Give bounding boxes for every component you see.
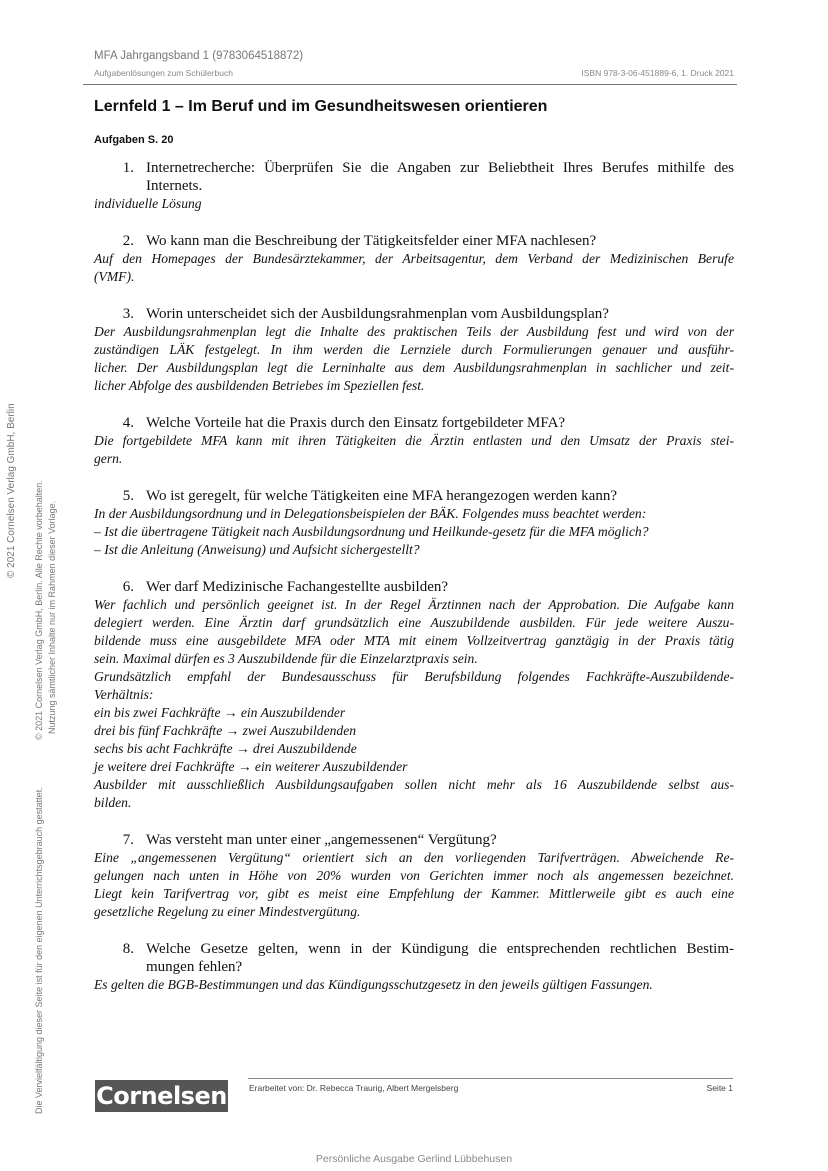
question — [94, 159, 734, 195]
isbn: ISBN 978-3-06-451889-6, 1. Druck 2021 — [581, 68, 734, 78]
answer — [94, 505, 734, 559]
answer-line: Die fortgebildete MFA kann mit ihren Tätigkeiten die Ärztin entlasten und den Umsatz der Praxis stei- — [94, 433, 734, 448]
question-text-line: Was versteht man unter einer „angemessenen“ Vergütung? — [146, 832, 497, 848]
answer — [94, 195, 734, 213]
questions-list — [94, 159, 734, 994]
question-text-line: Welche Vorteile hat die Praxis durch den Einsatz fortgebildeter MFA? — [146, 415, 566, 431]
page-number: Seite 1 — [706, 1083, 733, 1093]
question-text-line: Wo kann man die Beschreibung der Tätigkeitsfelder einer MFA nachlesen? — [146, 233, 597, 249]
question-number: 5. — [122, 488, 134, 504]
answer-line: Verhältnis: — [94, 687, 154, 702]
answer-line: Auf den Homepages der Bundesärztekammer, der Arbeitsagentur, dem Verband der Medizinischen Berufe — [94, 251, 734, 266]
answer — [94, 976, 734, 994]
answer-line: Grundsätzlich empfahl der Bundesausschuss für Berufsbildung folgendes Fachkräfte-Auszubildende- — [94, 669, 734, 684]
answer-line: (VMF). — [94, 269, 135, 284]
answer-line: gelungen nach unten in Höhe von 20% wurden von Gerichten immer noch als angemessen bezeichnet. — [94, 868, 734, 883]
question — [94, 414, 734, 432]
answer-line: In der Ausbildungsordnung und in Delegationsbeispielen der BÄK. Folgendes muss beachtet werden: — [94, 506, 647, 521]
answer-line: ein bis zwei Fachkräfte → ein Auszubildender — [94, 705, 346, 720]
section-heading: Aufgaben S. 20 — [94, 134, 174, 146]
answer-line: Liegt kein Tarifvertrag vor, gibt es meist eine Empfehlung der Kammer. Mittlerweile gibt es auch eine — [94, 886, 734, 901]
question-number: 3. — [122, 306, 134, 322]
question — [94, 831, 734, 849]
answer — [94, 432, 734, 468]
answer-line: sein. Maximal dürfen es 3 Auszubildende für die Einzelarztpraxis sein. — [94, 651, 478, 666]
page-title: Lernfeld 1 – Im Beruf und im Gesundheitswesen orientieren — [94, 98, 548, 115]
question-text-line: Internetrecherche: Überprüfen Sie die Angaben zur Beliebtheit Ihres Berufes mithilfe des — [146, 160, 734, 176]
question-number: 6. — [122, 579, 134, 595]
answer — [94, 250, 734, 286]
question — [94, 232, 734, 250]
question-number: 2. — [122, 233, 134, 249]
book-subtitle: Aufgabenlösungen zum Schülerbuch — [94, 68, 233, 78]
book-title: MFA Jahrgangsband 1 (9783064518872) — [94, 50, 304, 62]
answer-line: Eine „angemessenen Vergütung“ orientiert sich an den vorliegenden Tarifverträgen. Abweichende Re- — [94, 850, 734, 865]
side-usage-restriction: Nutzung sämtlicher Inhalte nur im Rahmen dieser Vorlage. — [47, 500, 57, 734]
question — [94, 305, 734, 323]
answer-line: delegiert werden. Eine Ärztin darf grundsätzlich eine Auszubildende ausbilden. Für jede weitere Auszu- — [94, 615, 734, 630]
side-copyright: © 2021 Cornelsen Verlag GmbH, Berlin — [6, 403, 17, 578]
question-text-line: Welche Gesetze gelten, wenn in der Kündigung die entsprechenden rechtlichen Bestim- — [146, 941, 734, 957]
footer-authors: Erarbeitet von: Dr. Rebecca Traurig, Albert Mergelsberg — [249, 1083, 459, 1093]
answer-line: Wer fachlich und persönlich geeignet ist. In der Regel Ärztinnen nach der Approbation. Die Aufgabe kann — [94, 597, 734, 612]
question-text-line: Worin unterscheidet sich der Ausbildungsrahmenplan vom Ausbildungsplan? — [146, 306, 609, 322]
question-text-line: Wo ist geregelt, für welche Tätigkeiten eine MFA herangezogen werden kann? — [146, 488, 617, 504]
answer-line: Ausbilder mit ausschließlich Ausbildungsaufgaben sollen nicht mehr als 16 Auszubildende selbst aus- — [94, 777, 734, 792]
answer-line: je weitere drei Fachkräfte → ein weiterer Auszubildender — [94, 759, 408, 774]
question-text-line: Internets. — [146, 178, 203, 194]
cornelsen-logo: Cornelsen — [96, 1082, 227, 1110]
answer-line: sechs bis acht Fachkräfte → drei Auszubildende — [94, 741, 357, 756]
answer — [94, 596, 734, 812]
question-text-line: Wer darf Medizinische Fachangestellte ausbilden? — [146, 579, 449, 595]
header-rule — [83, 84, 737, 85]
answer-line: licher Abfolge des ausbildenden Betriebes im Speziellen fest. — [94, 378, 425, 393]
question — [94, 940, 734, 976]
question-text-line: mungen fehlen? — [146, 959, 243, 975]
answer-line: bilden. — [94, 795, 132, 810]
answer-line: Der Ausbildungsrahmenplan legt die Inhalte des praktischen Teils der Ausbildung fest und wird von der — [94, 324, 734, 339]
side-usage-note: Die Vervielfältigung dieser Seite ist für den eigenen Unterrichtsgebrauch gestattet. — [34, 787, 44, 1114]
answer-line: – Ist die übertragene Tätigkeit nach Ausbildungsordnung und Heilkunde-gesetz für die MFA möglich? — [94, 524, 649, 539]
answer-line: licher. Der Ausbildungsplan legt die Lerninhalte aus dem Ausbildungsrahmenplan in sachlicher und zeit- — [94, 360, 734, 375]
question-number: 8. — [122, 941, 134, 957]
question-number: 4. — [122, 415, 134, 431]
question-number: 1. — [122, 160, 134, 176]
answer-line: – Ist die Anleitung (Anweisung) und Aufsicht sichergestellt? — [94, 542, 420, 557]
answer-line: Es gelten die BGB-Bestimmungen und das Kündigungsschutzgesetz in den jeweils gültigen Fassungen. — [94, 977, 653, 992]
side-copyright-rights: © 2021 Cornelsen Verlag GmbH, Berlin. Alle Rechte vorbehalten. — [34, 480, 44, 740]
answer-line: gesetzliche Regelung zu einer Mindestvergütung. — [94, 904, 361, 919]
answer-line: gern. — [94, 451, 123, 466]
answer — [94, 323, 734, 395]
question-number: 7. — [122, 832, 134, 848]
answer-line: individuelle Lösung — [94, 196, 202, 211]
footer-rule — [248, 1078, 733, 1079]
answer — [94, 849, 734, 921]
personal-edition: Persönliche Ausgabe Gerlind Lübbehusen — [315, 1153, 513, 1165]
answer-line: drei bis fünf Fachkräfte → zwei Auszubildenden — [94, 723, 357, 738]
question — [94, 578, 734, 596]
answer-line: zuständigen LÄK festgelegt. In ihm werden die Lernziele durch Formulierungen genauer und ausführ- — [94, 342, 734, 357]
answer-line: bildende muss eine ausgebildete MFA oder MTA mit einem Vollzeitvertrag ganztägig in der Praxis tätig — [94, 633, 734, 648]
question — [94, 487, 734, 505]
